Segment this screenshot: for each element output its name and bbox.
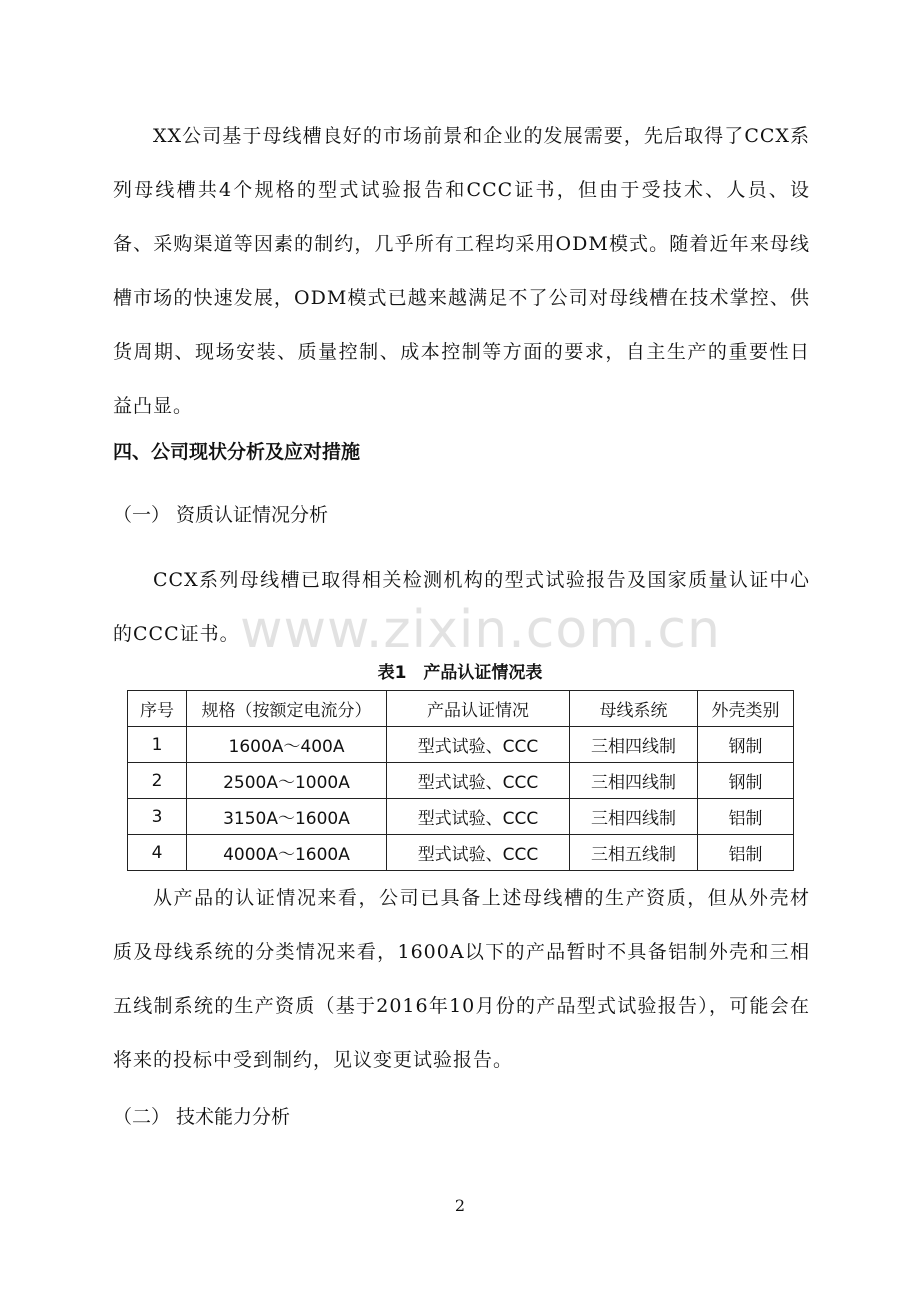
table-row xyxy=(128,763,794,799)
header-cell: 外壳类别 xyxy=(698,691,794,727)
table-caption: 表1 产品认证情况表 xyxy=(377,663,543,683)
table-cell: 3 xyxy=(128,799,187,835)
table-cell: 型式试验、CCC xyxy=(387,763,570,799)
table-cell: 铝制 xyxy=(698,835,794,871)
table-cell: 三相四线制 xyxy=(570,799,698,835)
page-number: 2 xyxy=(454,1196,466,1215)
table-cell: 3150A～1600A xyxy=(187,799,387,835)
table-cell: 4 xyxy=(128,835,187,871)
header-cell: 序号 xyxy=(128,691,187,727)
table-cell: 1 xyxy=(128,727,187,763)
table-header-row xyxy=(128,691,794,727)
table-cell: 型式试验、CCC xyxy=(387,835,570,871)
table-cell: 4000A～1600A xyxy=(187,835,387,871)
table-cell: 钢制 xyxy=(698,727,794,763)
watermark: www.zixin.com.cn xyxy=(240,600,721,660)
header-cell: 产品认证情况 xyxy=(387,691,570,727)
subsection-heading-1: （一） 资质认证情况分析 xyxy=(113,504,329,526)
table-cell: 型式试验、CCC xyxy=(387,799,570,835)
header-cell: 规格（按额定电流分） xyxy=(187,691,387,727)
table-row xyxy=(128,727,794,763)
table-cell: 2 xyxy=(128,763,187,799)
header-cell: 母线系统 xyxy=(570,691,698,727)
paragraph-intro: XX公司基于母线槽良好的市场前景和企业的发展需要，先后取得了CCX系列母线槽共4个规格的型式试验报告和CCC证书，但由于受技术、人员、设备、采购渠道等因素的制约，几乎所有工程均采用ODM模式。随着近年来母线槽市场的快速发展，ODM模式已越来越满足不了公司对母线槽在技术掌控、供货周期、现场安装、质量控制、成本控制等方面的要求，自主生产的重要性日益凸显。 xyxy=(113,125,810,417)
paragraph-analysis: 从产品的认证情况来看，公司已具备上述母线槽的生产资质，但从外壳材质及母线系统的分类情况来看，1600A以下的产品暂时不具备铝制外壳和三相五线制系统的生产资质（基于2016年10月份的产品型式试验报告），可能会在将来的投标中受到制约，见议变更试验报告。 xyxy=(113,887,810,1071)
table-row xyxy=(128,799,794,835)
table-cell: 2500A～1000A xyxy=(187,763,387,799)
table-cell: 三相四线制 xyxy=(570,763,698,799)
table-cell: 1600A～400A xyxy=(187,727,387,763)
section-heading-4: 四、公司现状分析及应对措施 xyxy=(113,441,361,463)
table-row xyxy=(128,835,794,871)
table-cell: 三相五线制 xyxy=(570,835,698,871)
table-cell: 铝制 xyxy=(698,799,794,835)
paragraph-certification: CCX系列母线槽已取得相关检测机构的型式试验报告及国家质量认证中心的CCC证书。 xyxy=(113,569,810,645)
certification-table xyxy=(127,690,794,871)
table-cell: 三相四线制 xyxy=(570,727,698,763)
subsection-heading-2: （二） 技术能力分析 xyxy=(113,1106,291,1128)
table-cell: 钢制 xyxy=(698,763,794,799)
table-cell: 型式试验、CCC xyxy=(387,727,570,763)
